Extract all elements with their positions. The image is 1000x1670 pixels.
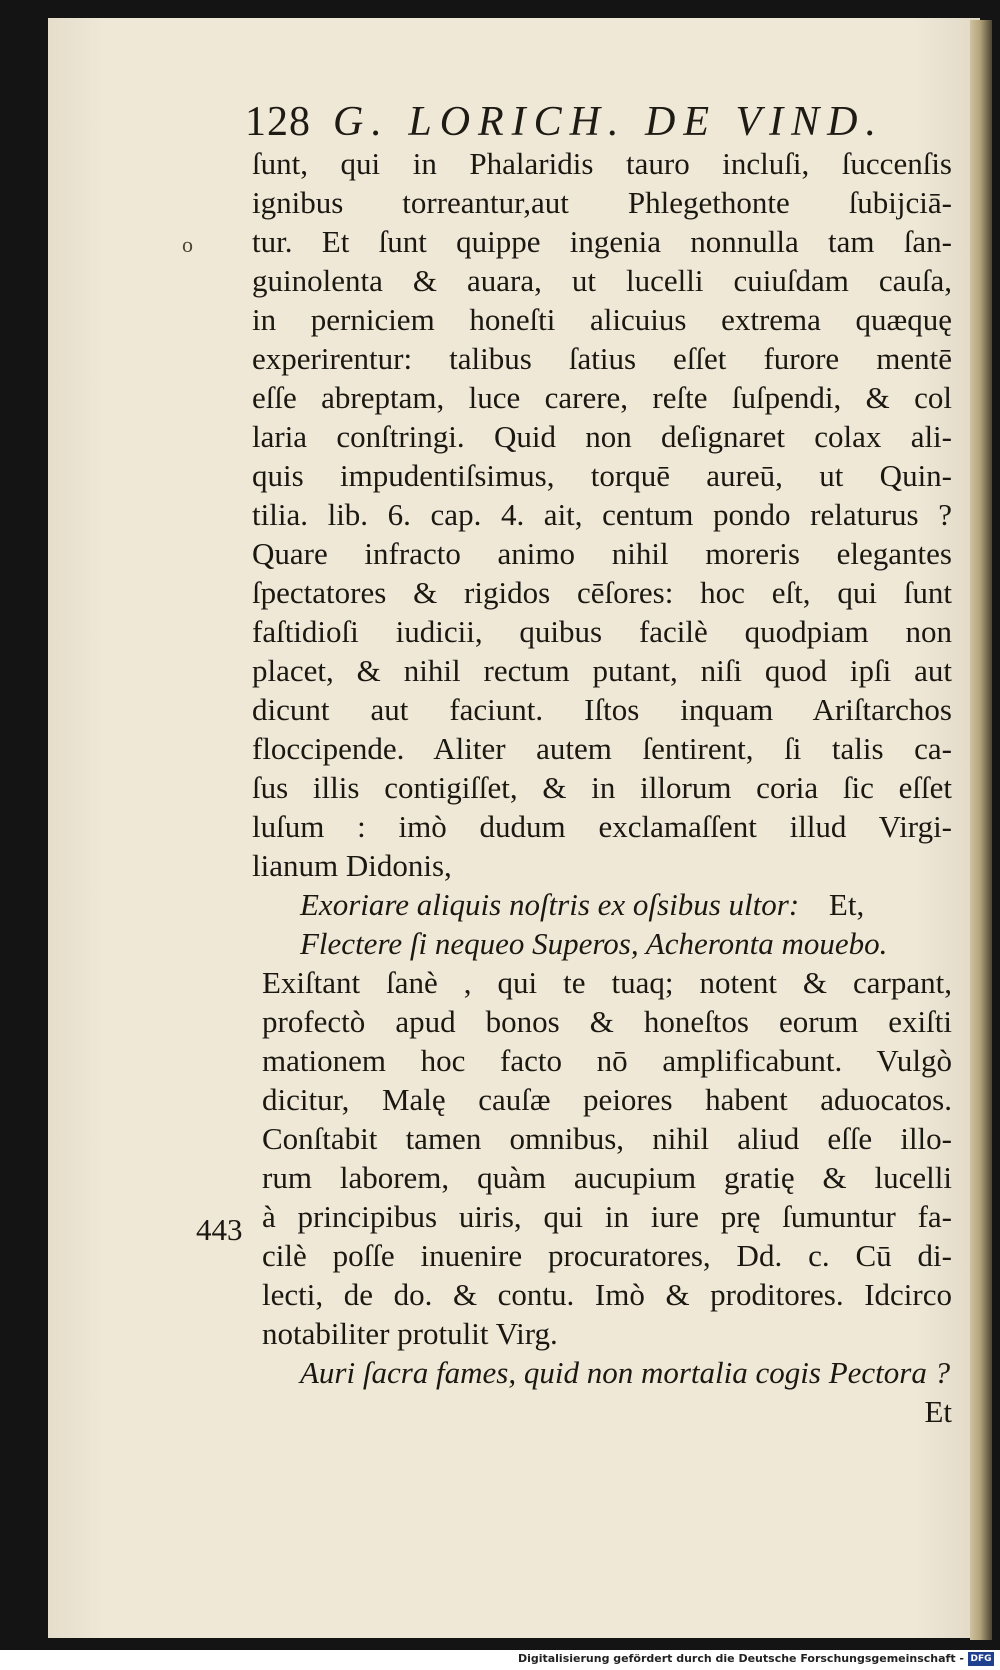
text-line: ſus illis contigiſſet, & in illorum coria ſic eſſet [252, 770, 952, 805]
text-line: tilia. lib. 6. cap. 4. ait, centum pondo relaturus ? [252, 497, 952, 532]
text-line: ignibus torreantur,aut Phlegethonte ſubijciā- [252, 185, 952, 220]
text-line: ſunt, qui in Phalaridis tauro incluſi, ſuccenſis [252, 146, 952, 181]
catchword: Et [924, 1394, 952, 1429]
text-line: placet, & nihil rectum putant, niſi quod ipſi aut [252, 653, 952, 688]
text-line: profectò apud bonos & honeſtos eorum exiſti [262, 1004, 952, 1039]
text-line: lianum Didonis, [252, 848, 452, 883]
verse-line: Flectere ſi nequeo Superos, Acheronta mouebo. [300, 926, 888, 961]
margin-side-number: 443 [196, 1212, 243, 1247]
text-line: Conſtabit tamen omnibus, nihil aliud eſſe illo- [262, 1121, 952, 1156]
text-line: luſum : imò dudum exclamaſſent illud Virgi- [252, 809, 952, 844]
text-line: ſpectatores & rigidos cēſores: hoc eſt, qui ſunt [252, 575, 952, 610]
text-line: experirentur: talibus ſatius eſſet furore mentē [252, 341, 952, 376]
page-edge-shadow [970, 20, 992, 1640]
text-line: tur. Et ſunt quippe ingenia nonnulla tam ſan- [252, 224, 952, 259]
text-line: guinolenta & auara, ut lucelli cuiuſdam cauſa, [252, 263, 952, 298]
text-line: Exiſtant ſanè , qui te tuaq; notent & carpant, [262, 965, 952, 1000]
dfg-logo: DFG [968, 1652, 994, 1666]
running-title: G. LORICH. DE VIND. [333, 99, 884, 145]
digitization-footer [0, 1650, 1000, 1670]
footer-credit: Digitalisierung gefördert durch die Deutsche Forschungsgemeinschaft - [517, 1652, 964, 1665]
verse-trailing-word: Et, [828, 887, 865, 922]
verse-text: Exoriare aliquis noſtris ex oſsibus ultor: [300, 887, 800, 922]
margin-mark-left: o [182, 232, 193, 257]
text-line: mationem hoc facto nō amplificabunt. Vulgò [262, 1043, 952, 1078]
text-line: à principibus uiris, qui in iure prę ſumuntur fa- [262, 1199, 952, 1234]
verse-line [252, 885, 952, 924]
verse-line: Auri ſacra fames, quid non mortalia cogis Pectora ? [300, 1355, 951, 1390]
text-line: rum laborem, quàm aucupium gratię & lucelli [262, 1160, 952, 1195]
text-line: in perniciem honeſti alicuius extrema quæquę [252, 302, 952, 337]
text-line: quis impudentiſsimus, torquē aureū, ut Quin- [252, 458, 952, 493]
text-line: dicitur, Malę cauſæ peiores habent aduocatos. [262, 1082, 952, 1117]
text-line: cilè poſſe inuenire procuratores, Dd. c. Cū di- [262, 1238, 952, 1273]
body-text [252, 144, 952, 1431]
text-line: eſſe abreptam, luce carere, reſte ſuſpendi, & col [252, 380, 952, 415]
text-line: Quare infracto animo nihil moreris elegantes [252, 536, 952, 571]
page-number: 128 [245, 99, 311, 145]
text-line: lecti, de do. & contu. Imò & proditores. Idcirco [262, 1277, 952, 1312]
text-line: dicunt aut faciunt. Iſtos inquam Ariſtarchos [252, 692, 952, 727]
text-line: floccipende. Aliter autem ſentirent, ſi talis ca- [252, 731, 952, 766]
text-line: notabiliter protulit Virg. [262, 1316, 558, 1351]
text-line: faſtidioſi iudicii, quibus facilè quodpiam non [252, 614, 952, 649]
running-head [245, 98, 945, 146]
text-line: laria conſtringi. Quid non deſignaret colax ali- [252, 419, 952, 454]
